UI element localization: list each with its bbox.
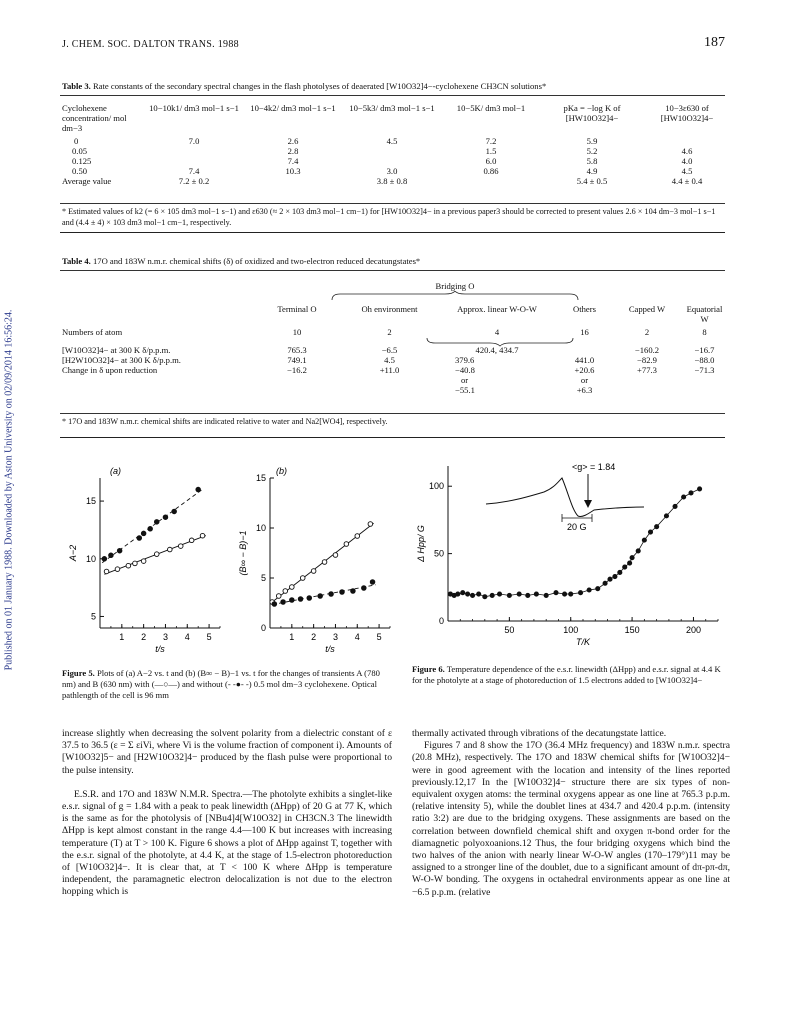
table4-cell: −40.8: [455, 365, 475, 375]
table4-header: Capped W: [628, 304, 666, 314]
table4-cell: 765.3: [287, 345, 307, 355]
x-tick-label: 200: [685, 625, 701, 635]
data-point: [196, 487, 201, 492]
y-tick-label: 10: [85, 553, 96, 564]
table4-cell: 2: [644, 327, 650, 337]
table3-header: 10−5K/ dm3 mol−1: [456, 103, 526, 113]
sidebar-text[interactable]: Published on 01 January 1988. Downloaded by Aston University on 02/09/2014 16:56:24.: [3, 309, 15, 671]
trend-curve: [451, 489, 700, 597]
y-tick-label: 50: [433, 548, 444, 559]
table4-cell: 379.6: [455, 355, 475, 365]
table3-cell: 2.6: [287, 136, 299, 146]
table4-end-rule: [60, 437, 725, 438]
table3-header: Cyclohexene concentration/ mol dm−3: [62, 103, 127, 133]
x-tick-label: 4: [354, 632, 360, 642]
table4-cell: or: [461, 375, 469, 385]
data-point: [290, 598, 295, 603]
table3-cell: 2.8: [287, 146, 299, 156]
x-tick-label: 2: [311, 632, 317, 642]
data-point: [283, 589, 288, 594]
body-paragraph: increase slightly when decreasing the solvent polarity from a dielectric constant of ε 37.5 to 36.5 (ε = Σ εiVi, where Vi is the volume fraction of component i). Amounts of [W10O32]5− and [H2W10O32]4− produced by the flash pulse were proportional to the pulse intensity.: [62, 728, 392, 776]
table4-caption-label: Table 4.: [62, 256, 91, 266]
table3-cell: 1.5: [485, 146, 497, 156]
body-paragraph: Figures 7 and 8 show the 17O (36.4 MHz frequency) and 183W n.m.r. spectra (20.8 MHz), respectively. The 17O and 183W chemical shifts for [W10O32]4− were in good agreement with the location and intensity of the lines reported previously.12,17 In the [W10O32]4− structure there are six types of non-equivalent oxygen atoms: the terminal oxygens appear as one line at 765.3 p.p.m. (relative intensity 5), while the doublet lines at 434.7 and 420.4 p.p.m. (intensity ratio 3:2) are due to the bridging oxygens. These assignments are based on the correlation between downfield chemical shift and oxygen π-bond order for the diamagnetic polyoxoanions.12 Thus, the four bridging oxygens which bind the two halves of the anion with nearly linear W-O-W angles (170–179°)11 may be assigned to a stronger line of the doublet, due to a significant amount of dπ-pπ-dπ, W-O-W bonding. The oxygens in octahedral environments appear as one line at −6.5 p.p.m. (relative: [412, 740, 730, 898]
table3-cell: 5.9: [586, 136, 598, 146]
table3-cell: [146, 156, 242, 166]
data-point: [276, 594, 281, 599]
data-point: [362, 586, 367, 591]
table3-cell: 7.2 ± 0.2: [178, 176, 210, 186]
x-tick-label: 1: [119, 632, 125, 642]
data-point: [322, 560, 327, 565]
data-point: [368, 522, 373, 527]
table3-bottom-rule: [60, 203, 725, 204]
x-tick-label: 50: [504, 625, 515, 635]
bridging-bracket: [330, 291, 580, 301]
data-point: [172, 509, 177, 514]
data-point: [117, 548, 122, 553]
table4-cell: −82.9: [637, 355, 657, 365]
table-row: [62, 136, 732, 146]
data-point: [115, 567, 120, 572]
table-row: [62, 156, 732, 166]
data-point: [133, 561, 138, 566]
table4-header: Equatorial W: [686, 304, 723, 324]
table4-cell: 16: [580, 327, 589, 337]
panel-label: (b): [276, 466, 287, 476]
table3-cell: 5.4 ± 0.5: [576, 176, 608, 186]
download-sidebar: [2, 150, 16, 830]
table4-cell: +11.0: [379, 365, 400, 375]
table4-caption: [62, 256, 727, 267]
table4-cell: −16.2: [287, 365, 307, 375]
table-row: [62, 365, 727, 375]
table4-cell: 749.1: [287, 355, 307, 365]
table3-cell: 4.4 ± 0.4: [671, 176, 703, 186]
table3-cell: 3.8 ± 0.8: [376, 176, 408, 186]
g-value-label: <g> = 1.84: [572, 462, 616, 472]
table3-cell: [146, 146, 242, 156]
figure5-caption-text: Plots of (a) A−2 vs. t and (b) (B∞ − B)−1 vs. t for the changes of transients A (780 nm) and B (630 nm) with (—○—) and without (- -●- -) 0.5 mol dm−3 cyclohexene. Optical pathlength of the cell is 96 mm: [62, 668, 380, 700]
table4-cell: +20.6: [574, 365, 595, 375]
table4-cell: [557, 345, 612, 355]
table3-cell: 0: [74, 136, 79, 146]
data-point: [137, 536, 142, 541]
data-point: [281, 600, 286, 605]
body-right-column: [412, 728, 730, 899]
table3-cell: 0.05: [72, 146, 88, 156]
table-row: [62, 385, 727, 395]
table3-cell: [242, 176, 344, 186]
table-row: [62, 375, 727, 385]
x-tick-label: 100: [563, 625, 579, 635]
table4-cell: 2: [387, 327, 392, 337]
table3-cell: [344, 146, 440, 156]
table-row: [62, 327, 727, 337]
table3-caption: [62, 81, 727, 92]
data-point: [102, 556, 107, 561]
table3-header-row: [62, 103, 732, 133]
bridging-o-header: Bridging O: [435, 281, 475, 291]
table4: [62, 304, 727, 395]
data-point: [298, 597, 303, 602]
data-point: [189, 538, 194, 543]
table3-cell: Average value: [62, 176, 112, 186]
table3-cell: 5.2: [586, 146, 598, 156]
fit-line: [102, 490, 201, 563]
table3-cell: 4.9: [586, 166, 598, 176]
table4-cell: or: [580, 375, 589, 385]
data-point: [154, 520, 159, 525]
y-tick-label: 15: [255, 473, 266, 483]
journal-header: J. CHEM. SOC. DALTON TRANS. 1988: [62, 39, 239, 50]
table3-cell: 3.0: [386, 166, 398, 176]
data-point: [168, 547, 173, 552]
body-paragraph: thermally activated through vibrations of the decatungstate lattice.: [412, 728, 667, 739]
table4-cell: 10: [292, 327, 302, 337]
table3-header: 10−5k3/ dm3 mol−1 s−1: [349, 103, 435, 113]
table4-header: Approx. linear W-O-W: [457, 304, 537, 314]
table4-header: Terminal O: [277, 304, 317, 314]
y-tick-label: 0: [260, 623, 266, 633]
arrow-head-icon: [584, 500, 592, 508]
data-point: [141, 559, 146, 564]
table3-top-rule: [60, 95, 725, 96]
data-point: [344, 542, 349, 547]
y-tick-label: 100: [428, 481, 444, 492]
table4-header: Others: [573, 304, 596, 314]
data-point: [370, 580, 375, 585]
table3-cell: 4.6: [681, 146, 693, 156]
data-point: [318, 594, 323, 599]
table3-cell: 7.4: [287, 156, 299, 166]
table4-cell: 441.0: [574, 355, 595, 365]
y-tick-label: 0: [438, 616, 444, 626]
table4-cell: 4.5: [384, 355, 395, 365]
data-point: [307, 596, 312, 601]
data-point: [178, 544, 183, 549]
data-point: [126, 563, 131, 568]
table4-caption-text: 17O and 183W n.m.r. chemical shifts (δ) of oxidized and two-electron reduced decatungstates*: [92, 256, 421, 266]
x-tick-label: 3: [162, 632, 168, 642]
table4-header-row: [62, 304, 727, 324]
fit-line: [272, 585, 376, 605]
body-paragraph: E.S.R. and 17O and 183W N.M.R. Spectra.—The photolyte exhibits a singlet-like e.s.r. signal of g = 1.84 with a peak to peak linewidth (ΔHpp) of 20 G at 77 K, which is the same as for the photolysis of [NBu4]4[W10O32] in CH3CN.3 The linewidth ΔHpp is kept almost constant in the range 4.4—100 K but increases with increasing temperature (T) at T > 100 K. Figure 6 shows a plot of ΔHpp against T, together with the e.s.r. signal of the photolyte, at 4.4 K, at the stage of 1.5-electron photoreduction of [W10O32]4−. It is clear that, at T < 100 K where ΔHpp is temperature independent, the paramagnetic electron delocalization is not due to the electron hopping which is: [62, 788, 392, 898]
table3-cell: 6.0: [485, 156, 497, 166]
scale-bar-label: 20 G: [567, 522, 587, 532]
data-point: [200, 533, 205, 538]
y-tick-label: 15: [85, 496, 96, 507]
x-axis-label: t/s: [155, 644, 165, 654]
table3-cell: 7.4: [188, 166, 200, 176]
x-tick-label: 4: [184, 632, 190, 642]
figure5-caption-label: Figure 5.: [62, 668, 95, 678]
table4-bottom-rule: [60, 413, 725, 414]
table4-cell: −160.2: [634, 345, 660, 355]
table4-cell: −71.3: [694, 365, 715, 375]
table3-cell: 0.50: [72, 166, 88, 176]
data-point: [163, 515, 168, 520]
table3-cell: 7.2: [485, 136, 497, 146]
table4-cell: −55.1: [455, 385, 475, 395]
data-point: [333, 553, 338, 558]
table4-row-label: [H2W10O32]4− at 300 K δ/p.p.m.: [62, 355, 181, 365]
table4-header: Oh environment: [361, 304, 418, 314]
table-row: [62, 166, 732, 176]
table4-cell: −88.0: [694, 355, 715, 365]
figure6-caption-text: Temperature dependence of the e.s.r. linewidth (ΔHpp) and e.s.r. signal at 4.4 K for the photolyte at a stage of photoreduction of 1.5 electrons added to [W10O32]4−: [412, 664, 721, 685]
x-tick-label: 2: [141, 632, 147, 642]
table3-cell: [440, 176, 542, 186]
data-point: [355, 534, 360, 539]
table3-cell: 5.8: [586, 156, 598, 166]
y-tick-label: 10: [255, 523, 266, 533]
table4-cell: +6.3: [576, 385, 593, 395]
table4-row-label: Numbers of atom: [62, 327, 123, 337]
table-row: [62, 176, 732, 186]
x-tick-label: 5: [206, 632, 212, 642]
figure6-plot: [412, 452, 732, 657]
body-left-column: [62, 728, 392, 899]
table3-caption-text: Rate constants of the secondary spectral changes in the flash photolyses of deaerated [W10O32]4−-cyclohexene CH3CN solutions*: [92, 81, 547, 91]
table4-cell: +77.3: [637, 365, 657, 375]
figure6-caption-label: Figure 6.: [412, 664, 445, 674]
table3-end-rule: [60, 232, 725, 233]
data-point: [300, 576, 305, 581]
data-point: [141, 531, 146, 536]
data-point: [154, 552, 159, 557]
x-tick-label: 3: [332, 632, 338, 642]
y-tick-label: 5: [260, 573, 266, 583]
table3-cell: 4.5: [386, 136, 398, 146]
figure5-caption: [62, 668, 392, 701]
table4-cell: −16.7: [694, 345, 715, 355]
table3-cell: 4.0: [681, 156, 693, 166]
figure6-caption: [412, 664, 730, 686]
data-point: [148, 526, 153, 531]
table3-caption-label: Table 3.: [62, 81, 91, 91]
table3-header: pKa = −log K of [HW10O32]4−: [563, 103, 621, 123]
table3-cell: 4.5: [681, 166, 693, 176]
data-point: [351, 589, 356, 594]
x-tick-label: 150: [624, 625, 640, 635]
data-point: [109, 553, 114, 558]
table3-cell: 0.125: [72, 156, 92, 166]
table3: [62, 103, 732, 186]
table3-header: 10−3ε630 of [HW10O32]4−: [660, 103, 714, 123]
table4-cell: −6.5: [381, 345, 398, 355]
table3-cell: [344, 156, 440, 166]
table3-cell: 10.3: [285, 166, 301, 176]
data-point: [340, 590, 345, 595]
data-point: [311, 569, 316, 574]
figure5-plots: [58, 448, 393, 663]
table3-cell: [642, 136, 732, 146]
x-axis-label: T/K: [575, 637, 591, 647]
table4-cell: 4: [494, 327, 500, 337]
table-row: [62, 345, 727, 355]
y-axis-label: Δ Hpp/ G: [416, 525, 426, 562]
table4-cell: 420.4, 434.7: [475, 345, 519, 355]
x-tick-label: 5: [376, 632, 382, 642]
data-point: [272, 602, 277, 607]
data-point: [104, 569, 109, 574]
table4-row-label: [W10O32]4− at 300 K δ/p.p.m.: [62, 345, 171, 355]
x-tick-label: 1: [289, 632, 295, 642]
y-axis-label: A−2: [68, 544, 78, 562]
x-axis-label: t/s: [325, 644, 335, 654]
y-tick-label: 5: [90, 611, 96, 622]
table4-top-rule: [60, 270, 725, 271]
table4-row-label: Change in δ upon reduction: [62, 365, 158, 375]
table3-header: 10−4k2/ dm3 mol−1 s−1: [250, 103, 336, 113]
table3-header: 10−10k1/ dm3 mol−1 s−1: [149, 103, 239, 113]
page-number: 187: [704, 35, 725, 50]
data-point: [290, 585, 295, 590]
table3-footnote: * Estimated values of k2 (= 6 × 105 dm3 mol−1 s−1) and ε630 (≈ 2 × 103 dm3 mol−1 cm−1) for [HW10O32]4− in a previous paper3 should be corrected to present values 2.6 × 104 dm−3 mol−1 s−1 and (4.4 ± 4) × 103 dm3 mol−1 cm−1, respectively.: [62, 207, 716, 227]
panel-label: (a): [110, 466, 121, 476]
y-axis-label: (B∞ − B)−1: [238, 530, 248, 576]
table4-cell: 8: [702, 327, 707, 337]
table4-footnote: * 17O and 183W n.m.r. chemical shifts are indicated relative to water and Na2[WO4], respectively.: [62, 417, 388, 426]
table-row: [62, 146, 732, 156]
table3-cell: 7.0: [188, 136, 200, 146]
table3-cell: 0.86: [483, 166, 499, 176]
esr-signal-trace: [486, 478, 644, 517]
table-row: [62, 355, 727, 365]
data-point: [329, 592, 334, 597]
